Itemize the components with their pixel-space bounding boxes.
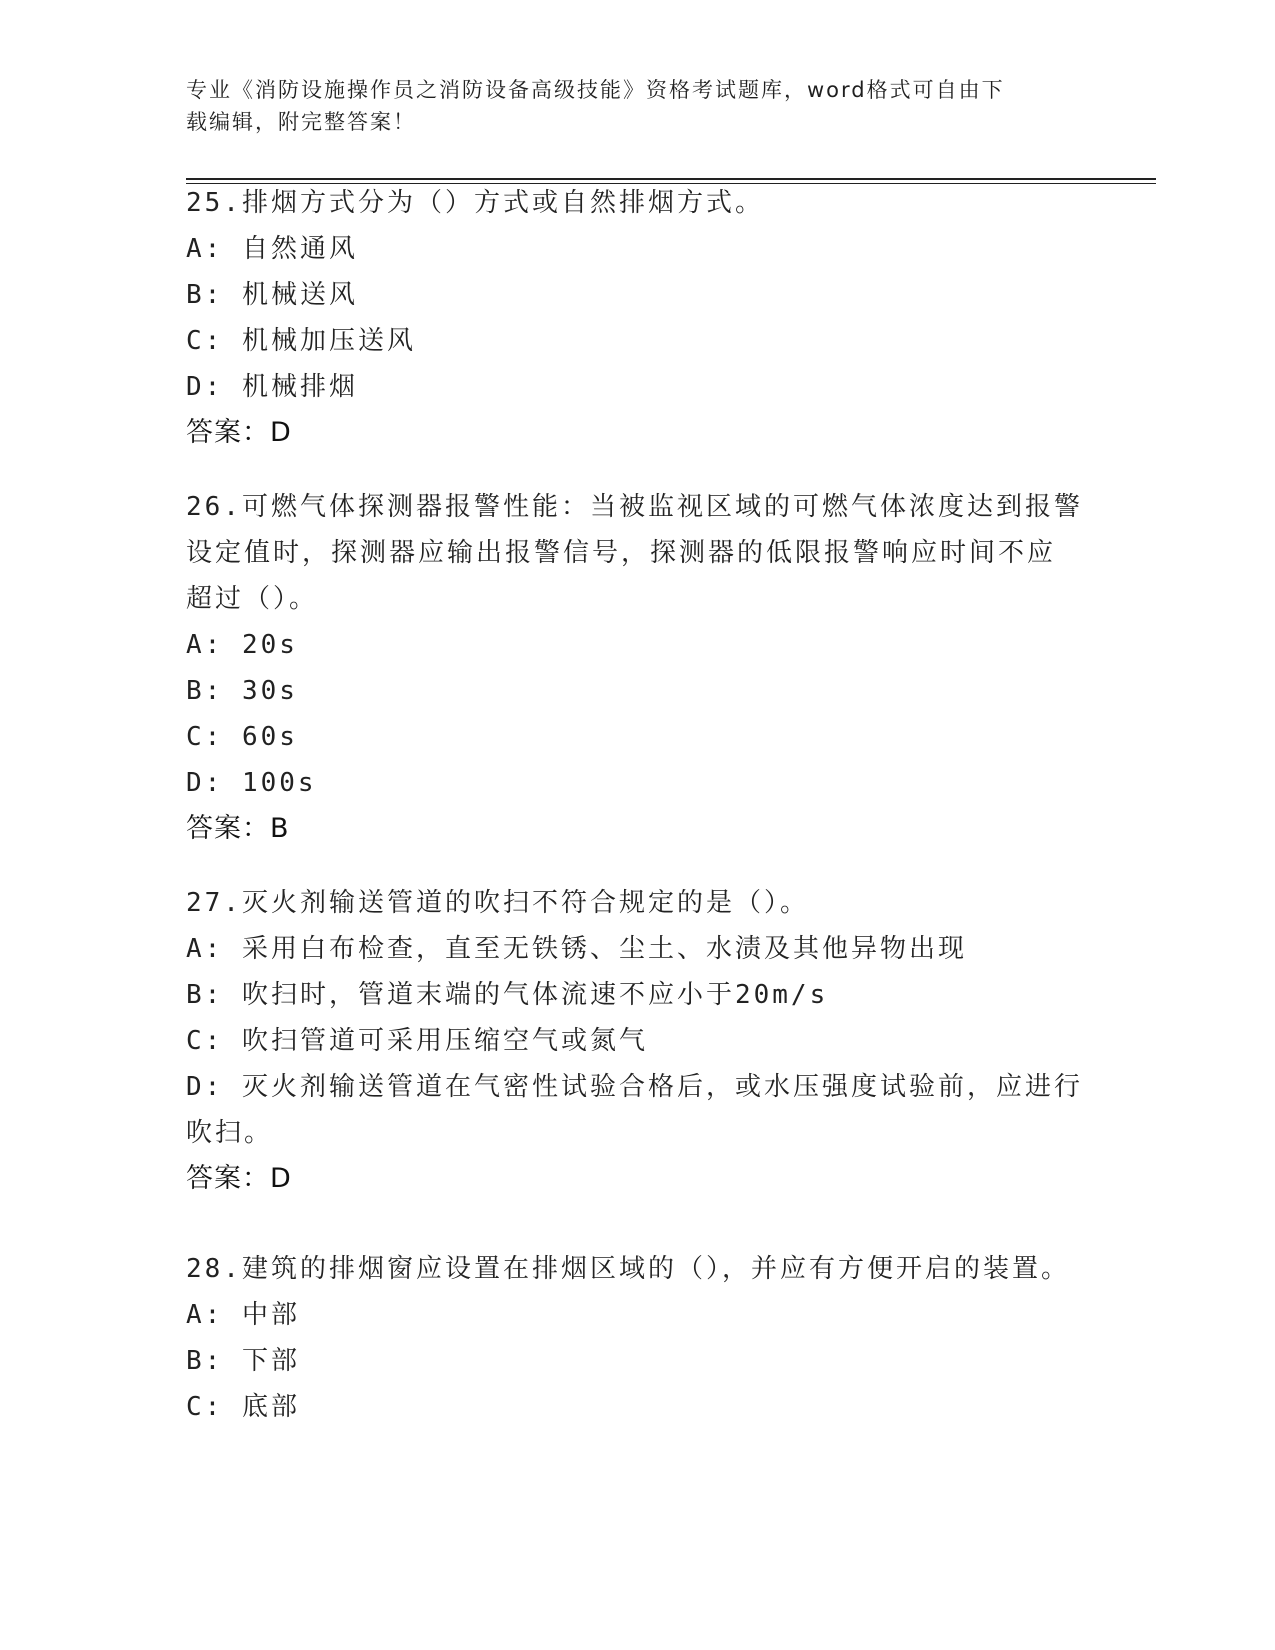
question-stem: 25.排烟方式分为（）方式或自然排烟方式。 xyxy=(186,188,764,218)
option-d: D: 100s xyxy=(186,768,317,798)
option-c: C: 机械加压送风 xyxy=(186,326,416,356)
option-b: B: 下部 xyxy=(186,1346,300,1376)
option-a: A: 采用白布检查，直至无铁锈、尘土、水渍及其他异物出现 xyxy=(186,934,967,964)
header-line-2: 载编辑，附完整答案！ xyxy=(186,110,416,134)
answer-label: 答案：D xyxy=(186,1163,292,1194)
question-27 xyxy=(186,880,1086,1202)
question-stem: 超过（）。 xyxy=(186,584,319,614)
question-stem: 设定值时，探测器应输出报警信号，探测器的低限报警响应时间不应 xyxy=(186,538,1057,568)
option-a: A: 中部 xyxy=(186,1300,300,1330)
question-stem: 28.建筑的排烟窗应设置在排烟区域的（），并应有方便开启的装置。 xyxy=(186,1254,1070,1284)
question-stem: 26.可燃气体探测器报警性能：当被监视区域的可燃气体浓度达到报警 xyxy=(186,492,1083,522)
question-25 xyxy=(186,180,1086,456)
header-line-1: 专业《消防设施操作员之消防设备高级技能》资格考试题库，word格式可自由下 xyxy=(186,78,1005,102)
option-d: D: 灭火剂输送管道在气密性试验合格后，或水压强度试验前，应进行 xyxy=(186,1072,1083,1102)
option-a: A: 自然通风 xyxy=(186,234,358,264)
option-c: C: 吹扫管道可采用压缩空气或氮气 xyxy=(186,1026,648,1056)
option-c: C: 60s xyxy=(186,722,298,752)
answer-label: 答案：B xyxy=(186,813,290,844)
option-d: D: 机械排烟 xyxy=(186,372,358,402)
option-b: B: 30s xyxy=(186,676,298,706)
option-b: B: 机械送风 xyxy=(186,280,358,310)
option-b: B: 吹扫时，管道末端的气体流速不应小于20m/s xyxy=(186,980,829,1010)
question-28 xyxy=(186,1246,1086,1430)
answer-label: 答案：D xyxy=(186,417,292,448)
option-d-continued: 吹扫。 xyxy=(186,1118,274,1148)
document-header xyxy=(186,74,1086,138)
question-stem: 27.灭火剂输送管道的吹扫不符合规定的是（）。 xyxy=(186,888,809,918)
option-a: A: 20s xyxy=(186,630,298,660)
question-26 xyxy=(186,484,1086,852)
option-c: C: 底部 xyxy=(186,1392,300,1422)
